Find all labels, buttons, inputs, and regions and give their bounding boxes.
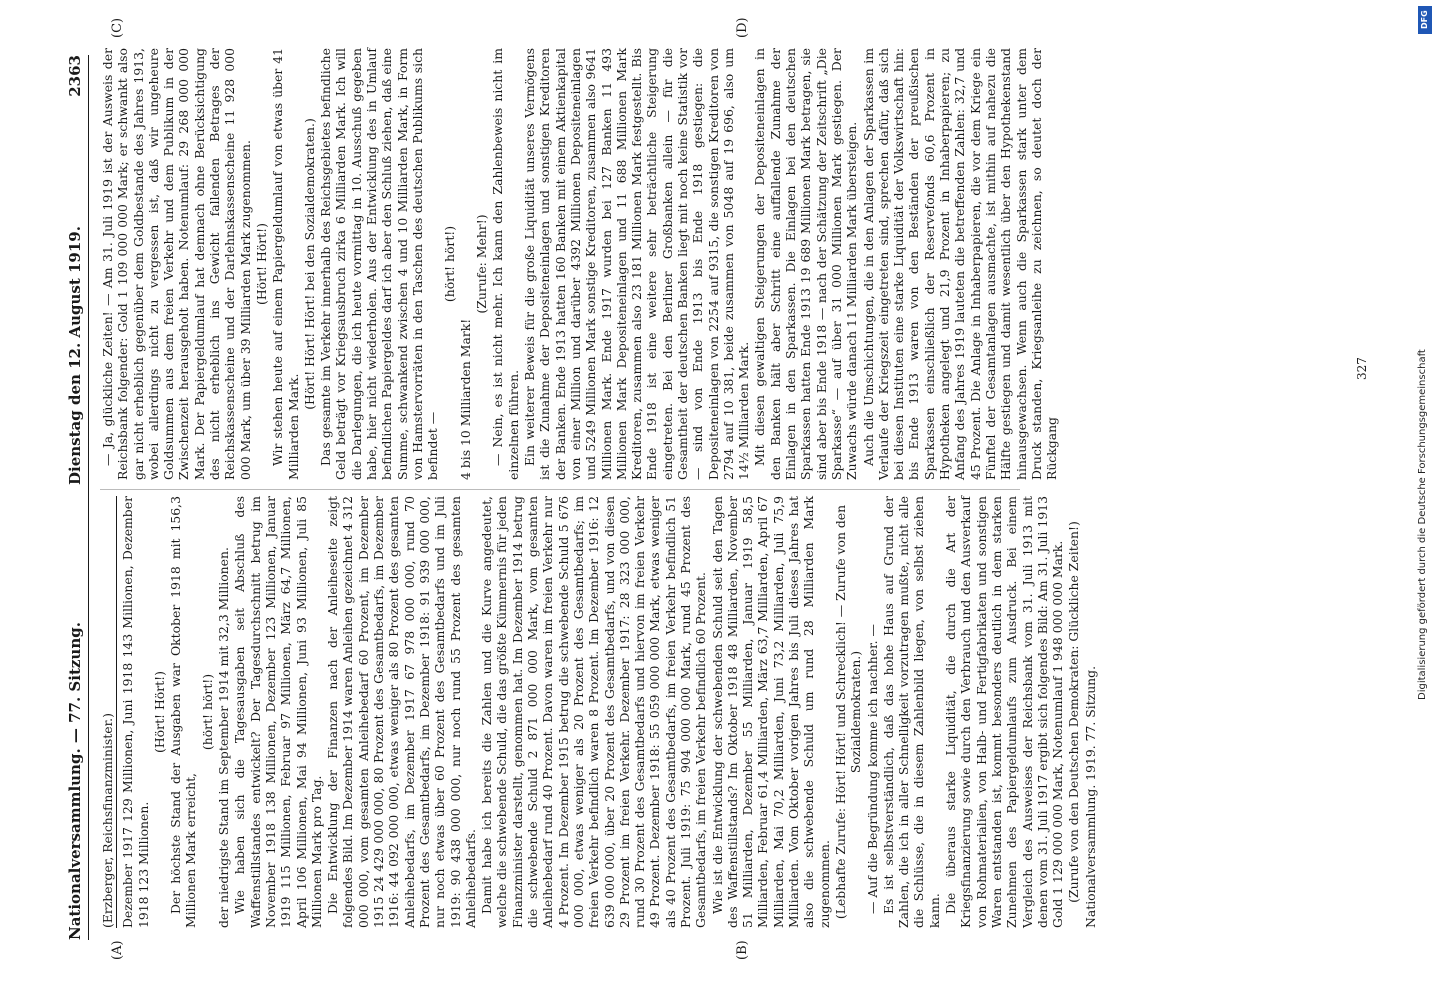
paragraph: Auch die Umschichtungen, die in den Anlagen der Sparkassen im Verlaufe der Kriegszeit eingetreten sind, sprechen dafür, daß sich bei diesen Instituten eine starke Liquidität der Volkswirtschaft hin: bis Ende 1913 waren von den Beständen der preußischen Sparkassen einschließlich der Reservefonds 60,6 Prozent in Hypotheken angelegt und 21,9 Prozent in Inhaberpapieren; zu Anfang des Jahres 1919 lauteten die betreffenden Zahlen: 32,7 und 45 Prozent. Die Anlage in Inhaberpapieren, die vor dem Kriege ein Fünftel der Gesamtanlagen ausmachte, ist mithin auf nahezu die Hälfte gestiegen und damit wesentlich über den Hypothekenstand hinausgewachsen. Wenn auch die Sparkassen stark unter dem Druck standen, Kriegsanleihe zu zeichnen, so deutet doch der Rückgang bbox=[860, 48, 1060, 480]
paragraph: Wie haben sich die Tagesausgaben seit Abschluß des Waffenstillstandes entwickelt? Der Tagesdurchschnitt betrug im November 1918 138 Millionen, Dezember 123 Millionen, Januar 1919 115 Millionen, Februar 97 Millionen, März 64,7 Millionen, April 106 Millionen, Mai 94 Millionen, Juni 93 Millionen, Juli 85 Millionen Mark pro Tag. bbox=[232, 496, 324, 928]
margin-letter-b: (B) bbox=[735, 940, 750, 960]
paragraph: Damit habe ich bereits die Zahlen und die Kurve angedeutet, welche die schwebende Schuld, die das größte Kümmernis für jeden Finanzminister darstellt, genommen hat. Im Dezember 1914 betrug die schwebende Schuld 2 871 000 000 Mark, vom gesamten Anleihebedarf rund 40 Prozent. Davon waren im freien Verkehr nur 4 Prozent. Im Dezember 1915 betrug die schwebende Schuld 5 676 000 000, etwas weniger als 20 Prozent des Gesamtbedarfs; im freien Verkehr befindlich waren 8 Prozent. Im Dezember 1916: 12 639 000 000, über 20 Prozent des Gesamtbedarfs, und von diesen 29 Prozent im freien Verkehr. Dezember 1917: 28 323 000 000, rund 30 Prozent des Gesamtbedarfs und hiervon im freien Verkehr 49 Prozent. Dezember 1918: 55 059 000 000 Mark, etwas weniger als 40 Prozent des Gesamtbedarfs, im freien Verkehr befindlich 51 Prozent. Juli 1919: 75 904 000 000 Mark, rund 45 Prozent des Gesamtbedarfs, im freien Verkehr befindlich 60 Prozent. bbox=[479, 496, 709, 928]
paragraph: Nationalversammlung. 1919. 77. Sitzung. bbox=[1082, 665, 1098, 928]
speaker-label: (Erzberger, Reichsfinanzminister.) bbox=[100, 496, 117, 928]
interjection: (hört! hört!) bbox=[199, 673, 215, 751]
paragraph: — Nein, es ist nicht mehr. Ich kann den Zahlenbeweis nicht im einzelnen führen. bbox=[490, 48, 521, 480]
interjection: (Hört! Hört! Hört! bei den Sozialdemokraten.) bbox=[301, 118, 317, 410]
header-left: Nationalversammlung. — 77. Sitzung. bbox=[66, 622, 84, 940]
dfg-logo: DFG bbox=[1418, 6, 1432, 34]
paragraph: Ein weiterer Beweis für die große Liquidität unseres Vermögens ist die Zunahme der Depositeneinlagen und sonstigen Kreditoren der Banken. Ende 1913 hatten 160 Banken mit einem Aktienkapital von einer Million und darüber 4392 Millionen Depositeneinlagen und 5249 Millionen Mark sonstige Kreditoren, zusammen also 9641 Millionen Mark. Ende 1917 wurden bei 127 Banken 11 493 Millionen Mark Depositeneinlagen und 11 688 Millionen Mark Kreditoren, zusammen also 23 181 Millionen Mark festgestellt. Bis Ende 1918 ist eine weitere sehr beträchtliche Steigerung eingetreten. Bei den Berliner Großbanken allein — für die Gesamtheit der deutschen Banken liegt mit noch keine Statistik vor — sind von Ende 1913 bis Ende 1918 gestiegen: die Depositeneinlagen von 2254 auf 9315, die sonstigen Kreditoren von 2794 auf 10 381, beide zusammen von 5048 auf 19 696, also um 14½ Milliarden Mark. bbox=[522, 48, 752, 480]
column-divider bbox=[100, 489, 1020, 490]
right-column bbox=[100, 48, 1060, 480]
left-column bbox=[100, 496, 1099, 928]
paragraph: — Ja, glückliche Zeiten! — Am 31. Juli 1919 ist der Ausweis der Reichsbank folgender: Gold 1 109 000 000 Mark; er schwankt also gar nicht erheblich gegenüber dem Goldbestande des Jahres 1913, wobei allerdings nicht zu vergessen ist, daß wir ungeheure Goldsummen aus dem freien Verkehr und dem Publikum in der Zwischenzeit herausgeholt haben. Notenumlauf: 29 268 000 000 Mark. Der Papiergeldumlauf hat demnach ohne Berücksichtigung des nicht erheblich ins Gewicht fallenden Betrages der Reichskassenscheine und der Darlehnskassenscheine 11 928 000 000 Mark, um über 39 Milliarden Mark zugenommen. bbox=[100, 48, 253, 480]
paragraph: Wie ist die Entwicklung der schwebenden Schuld seit den Tagen des Waffenstillstands? Im Oktober 1918 48 Milliarden, November 51 Milliarden, Dezember 55 Milliarden, Januar 1919 58,5 Milliarden, Februar 61,4 Milliarden, März 63,7 Milliarden, April 67 Milliarden, Mai 70,2 Milliarden, Juni 73,2 Milliarden, Juli 75,9 Milliarden. Vom Oktober vorigen Jahres bis Juli dieses Jahres hat also die schwebende Schuld um rund 28 Milliarden Mark zugenommen. bbox=[709, 496, 832, 928]
interjection: (Zurufe von den Deutschen Demokraten: Glückliche Zeiten!) bbox=[1066, 521, 1082, 903]
interjection: (Hört! Hört!) bbox=[151, 671, 167, 753]
digitization-strip bbox=[1412, 0, 1434, 1000]
paragraph: 4 bis 10 Milliarden Mark! bbox=[457, 318, 473, 480]
interjection: (Zurufe: Mehr!) bbox=[474, 214, 490, 314]
paragraph: Das gesamte im Verkehr innerhalb des Reichsgebietes befindliche Geld beträgt vor Kriegsausbruch zirka 6 Milliarden Mark. Ich will die Darlegungen, die ich heute vormittag in 10. Ausschuß gegeben habe, hier nicht wiederholen. Aus der Entwicklung des in Umlauf befindlichen Papiergeldes darf ich aber den Schluß ziehen, daß eine Summe, schwankend zwischen 4 und 10 Milliarden Mark, in Form von Hamstervorräten in den Taschen des deutschen Publikums sich befindet — bbox=[318, 48, 441, 480]
paragraph: Die überaus starke Liquidität, die durch die Art der Kriegsfinanzierung sowie durch den Verbrauch und den Ausverkauf von Rohmaterialien, von Halb- und Fertigfabrikaten und sonstigen Waren entstanden ist, kommt besonders deutlich in dem starken Zunehmen des Papiergeldumlaufs zum Ausdruck. Bei einem Vergleich des Ausweises der Reichsbank vom 31. Juli 1913 mit denen vom 31. Juli 1917 ergibt sich folgendes Bild: Am 31. Juli 1913 Gold 1 129 000 000 Mark, Notenumlauf 1 948 000 000 Mark. bbox=[943, 496, 1066, 928]
margin-letter-a: (A) bbox=[110, 940, 125, 960]
paragraph: der niedrigste Stand im September 1914 mit 32,3 Millionen. bbox=[216, 547, 232, 928]
page-header bbox=[62, 55, 89, 940]
header-date: Dienstag den 12. August 1919. bbox=[66, 226, 84, 485]
paragraph: Die Entwicklung der Finanzen nach der Anleiheseite zeigt folgendes Bild. Im Dezember 1914 waren Anleihen gezeichnet 4 312 000 000, vom gesamten Anleihebedarf 60 Prozent, im Dezember 1915 24 429 000 000, 80 Prozent des Gesamtbedarfs, im Dezember 1916: 44 092 000 000, etwas weniger als 80 Prozent des gesamten Anleihebedarfs, im Dezember 1917 67 978 000 000, rund 70 Prozent des Gesamtbedarfs, im Dezember 1918: 91 939 000 000, nur noch etwas über 60 Prozent des Gesamtbedarfs und im Juli 1919: 90 438 000 000, nur noch rund 55 Prozent des gesamten Anleihebedarfs. bbox=[325, 495, 478, 928]
sheet-number: 327 bbox=[1355, 357, 1369, 380]
paragraph: Der höchste Stand der Ausgaben war Oktober 1918 mit 156,3 Millionen Mark erreicht, bbox=[168, 496, 199, 928]
interjection: (Lebhafte Zurufe: Hört! Hört! und Schrecklich! — Zurufe von den Sozialdemokraten.) bbox=[832, 504, 864, 920]
paragraph: — Auf die Begründung komme ich nachher. — bbox=[864, 624, 880, 914]
paragraph: Mit diesen gewaltigen Steigerungen der Depositeneinlagen in den Banken hält aber Schritt eine auffallende Zunahme der Einlagen in den Sparkassen. Die Einlagen bei den deutschen Sparkassen hatten Ende 1913 19 689 Millionen Mark betragen, sie sind aber bis Ende 1918 — nach der Schätzung der Zeitschrift „Die Sparkasse“ — auf über 31 000 Millionen Mark gestiegen. Der Zuwachs würde danach 11 Milliarden Mark übersteigen. bbox=[752, 48, 860, 480]
paragraph: Wir stehen heute auf einem Papiergeldumlauf von etwas über 41 Milliarden Mark. bbox=[270, 48, 301, 480]
interjection: (hört! hört!) bbox=[441, 225, 457, 303]
paragraph: Dezember 1917 129 Millionen, Juni 1918 143 Millionen, Dezember 1918 123 Millionen. bbox=[120, 496, 151, 928]
margin-letter-d: (D) bbox=[735, 17, 750, 38]
interjection: (Hört! Hört!) bbox=[253, 223, 269, 305]
paragraph: Es ist selbstverständlich, daß das hohe Haus auf Grund der Zahlen, die ich in aller Schnelligkeit vorzutragen mußte, nicht alle die Schlüsse, die in diesem Zahlenbild liegen, von selbst ziehen kann. bbox=[880, 496, 942, 928]
margin-letter-c: (C) bbox=[110, 17, 125, 38]
digitization-notice: Digitalisierung gefördert durch die Deutsche Forschungsgemeinschaft bbox=[1417, 349, 1428, 700]
page-number: 2363 bbox=[66, 55, 84, 97]
